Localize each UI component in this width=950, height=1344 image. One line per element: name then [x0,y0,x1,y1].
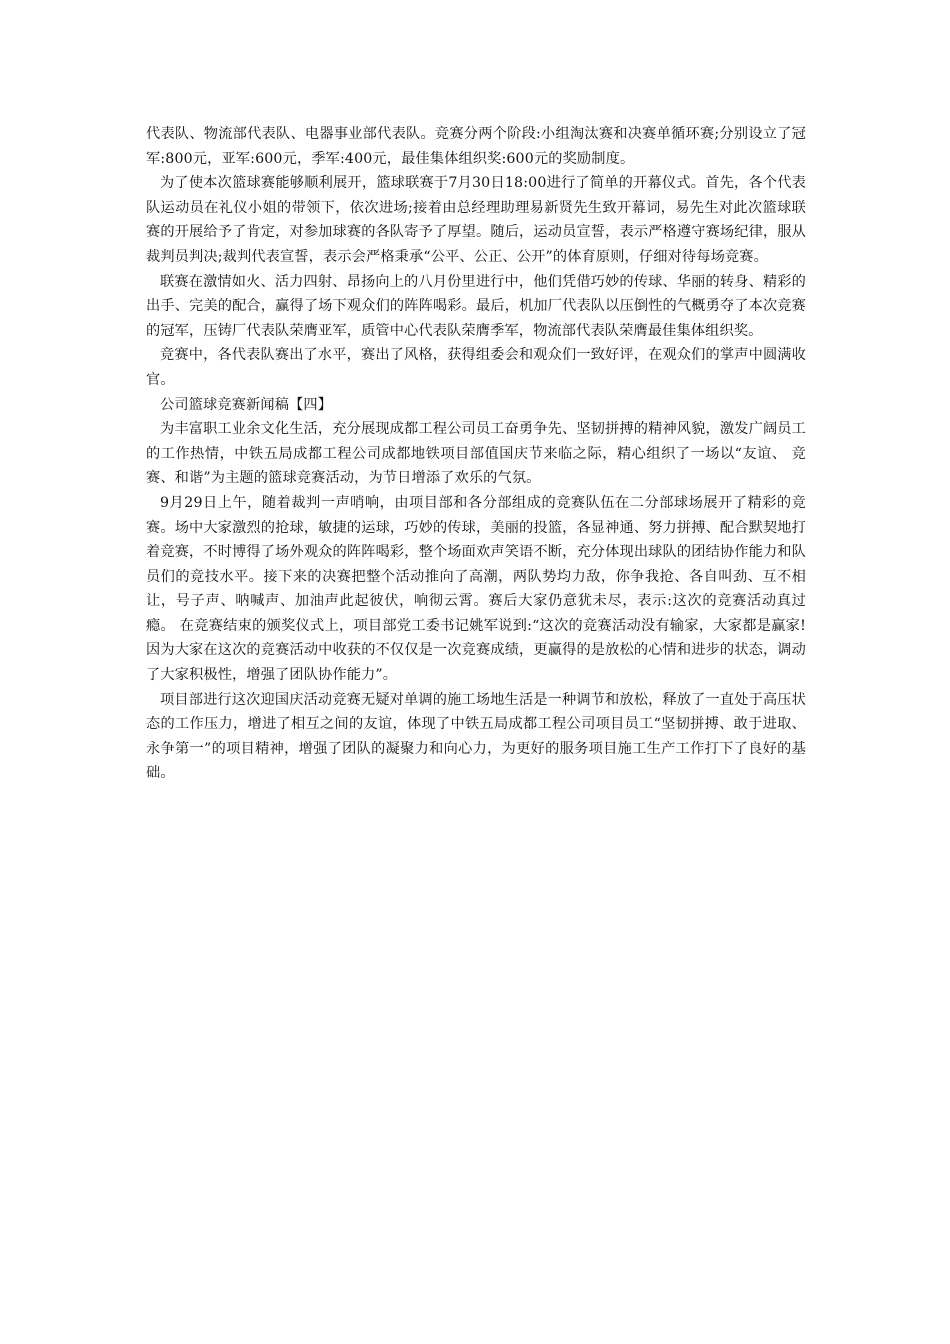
paragraph-conclusion: 竞赛中，各代表队赛出了水平，赛出了风格，获得组委会和观众们一致好评，在观众们的掌声中圆满收官。 [146,347,806,388]
paragraph-continuation: 代表队、物流部代表队、电器事业部代表队。竞赛分两个阶段:小组淘汰赛和决赛单循环赛;分别设立了冠军:800元，亚军:600元，季军:400元，最佳集体组织奖:600元的奖励制度。 [146,126,806,167]
document-body [146,122,806,786]
paragraph-summary: 项目部进行这次迎国庆活动竞赛无疑对单调的施工场地生活是一种调节和放松，释放了一直处于高压状态的工作压力，增进了相互之间的友谊，体现了中铁五局成都工程公司项目员工“坚韧拼搏、敢于进取、永争第一”的项目精神，增强了团队的凝聚力和向心力，为更好的服务项目施工生产工作打下了良好的基础。 [146,691,806,782]
section-heading: 公司篮球竞赛新闻稿【四】 [160,396,333,413]
paragraph-league-results: 联赛在激情如火、活力四射、昂扬向上的八月份里进行中，他们凭借巧妙的传球、华丽的转身、精彩的出手、完美的配合，赢得了场下观众们的阵阵喝彩。最后，机加厂代表队以压倒性的气概勇夺了本次竞赛的冠军，压铸厂代表队荣膺亚军，质管中心代表队荣膺季军，物流部代表队荣膺最佳集体组织奖。 [146,273,806,339]
paragraph-match-report: 9月29日上午，随着裁判一声哨响，由项目部和各分部组成的竞赛队伍在二分部球场展开了精彩的竞赛。场中大家激烈的抢球，敏捷的运球，巧妙的传球，美丽的投篮，各显神通、努力拼搏、配合默契地打着竞赛，不时博得了场外观众的阵阵喝彩，整个场面欢声笑语不断，充分体现出球队的团结协作能力和队员们的竞技水平。接下来的决赛把整个活动推向了高潮，两队势均力敌，你争我抢、各自叫劲、互不相让，号子声、呐喊声、加油声此起彼伏，响彻云霄。赛后大家仍意犹未尽，表示:这次的竞赛活动真过瘾。 在竞赛结束的颁奖仪式上，项目部党工委书记姚军说到:“这次的竞赛活动没有输家，大家都是赢家!因为大家在这次的竞赛活动中收获的不仅仅是一次竞赛成绩，更赢得的是放松的心情和进步的状态，调动了大家积极性，增强了团队协作能力”。 [146,494,806,684]
paragraph-event-intro: 为丰富职工业余文化生活，充分展现成都工程公司员工奋勇争先、坚韧拼搏的精神风貌，激发广阔员工的工作热情，中铁五局成都工程公司成都地铁项目部值国庆节来临之际，精心组织了一场以“友谊、 竞赛、和谐”为主题的篮球竞赛活动，为节日增添了欢乐的气氛。 [146,421,806,487]
paragraph-opening-ceremony: 为了使本次篮球赛能够顺利展开，篮球联赛于7月30日18:00进行了简单的开幕仪式。首先，各个代表队运动员在礼仪小姐的带领下，依次进场;接着由总经理助理易新贤先生致开幕词，易先生对此次篮球联赛的开展给予了肯定，对参加球赛的各队寄予了厚望。随后，运动员宣誓，表示严格遵守赛场纪律，服从裁判员判决;裁判代表宣誓，表示会严格秉承“公平、公正、公开”的体育原则，仔细对待每场竞赛。 [146,175,806,265]
